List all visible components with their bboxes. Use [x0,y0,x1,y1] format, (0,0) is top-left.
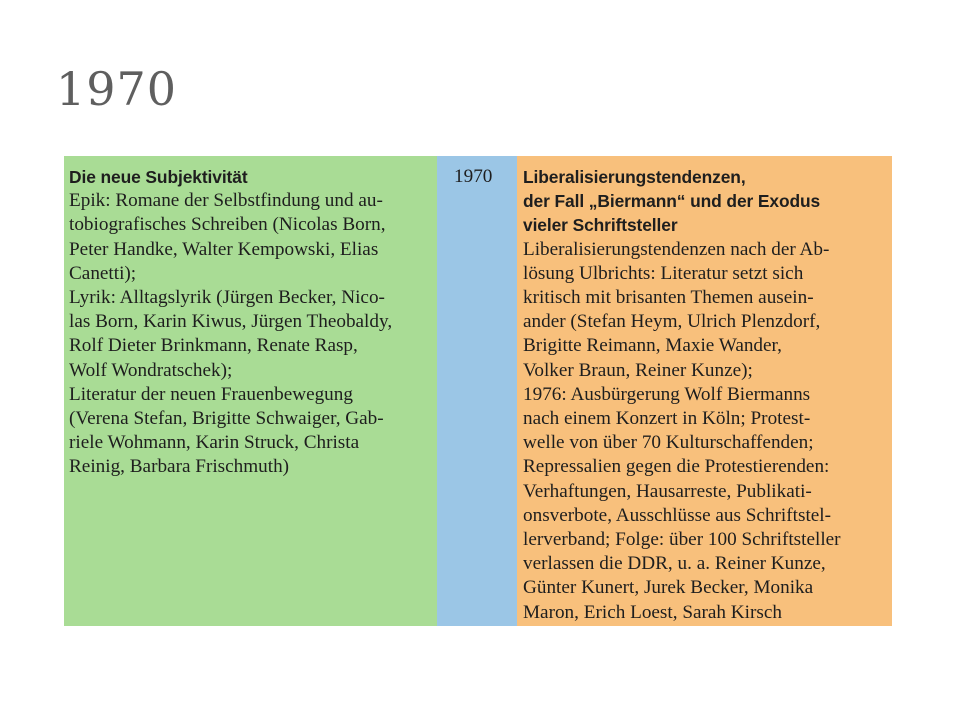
right-body-line: lösung Ulbrichts: Literatur setzt sich [523,262,804,284]
left-body-line: tobiografisches Schreiben (Nicolas Born, [69,214,386,236]
right-body-line: nach einem Konzert in Köln; Protest- [523,408,811,430]
middle-column-year [437,156,517,626]
right-body-line: kritisch mit brisanten Themen ausein- [523,287,814,309]
timeline-table [64,156,892,626]
year-label: 1970 [454,166,493,187]
right-body-line: welle von über 70 Kulturschaffenden; [523,432,814,454]
left-body-line: Lyrik: Alltagslyrik (Jürgen Becker, Nico- [69,287,385,309]
right-body-line: onsverbote, Ausschlüsse aus Schriftstel- [523,504,832,526]
right-body-line: Verhaftungen, Hausarreste, Publikati- [523,480,812,502]
left-body-line: Literatur der neuen Frauenbewegung [69,383,353,405]
right-body-line: Repressalien gegen die Protestierenden: [523,456,830,478]
right-body [523,238,886,625]
right-body-line: Günter Kunert, Jurek Becker, Monika [523,577,814,599]
right-heading-line: der Fall „Biermann“ und der Exodus [523,191,821,212]
right-body-line: lerverband; Folge: über 100 Schriftsteller [523,529,841,551]
left-body-line: Epik: Romane der Selbstfindung und au- [69,190,383,212]
right-column-liberalization [517,156,892,626]
left-column-subjectivity [64,156,437,626]
right-body-line: ander (Stefan Heym, Ulrich Plenzdorf, [523,311,821,333]
left-heading-line: Die neue Subjektivität [69,167,248,187]
left-body-line: Rolf Dieter Brinkmann, Renate Rasp, [69,335,358,357]
left-body [69,189,431,479]
left-body-line: Wolf Wondratschek); [69,359,233,381]
right-body-line: Volker Braun, Reiner Kunze); [523,359,753,381]
right-heading [523,165,886,238]
right-body-line: Brigitte Reimann, Maxie Wander, [523,335,782,357]
left-body-line: Peter Handke, Walter Kempowski, Elias [69,238,379,260]
left-body-line: las Born, Karin Kiwus, Jürgen Theobaldy, [69,311,393,333]
slide-title: 1970 [56,62,178,116]
left-body-line: Canetti); [69,262,137,284]
right-body-line: 1976: Ausbürgerung Wolf Biermanns [523,383,811,405]
left-heading [69,165,431,189]
right-heading-line: Liberalisierungstendenzen, [523,167,746,187]
left-body-line: (Verena Stefan, Brigitte Schwaiger, Gab- [69,408,384,430]
right-body-line: Maron, Erich Loest, Sarah Kirsch [523,601,782,623]
left-body-line: Reinig, Barbara Frischmuth) [69,456,290,478]
right-heading-line: vieler Schriftsteller [523,215,678,236]
left-body-line: riele Wohmann, Karin Struck, Christa [69,432,360,454]
right-body-line: verlassen die DDR, u. a. Reiner Kunze, [523,553,826,575]
right-body-line: Liberalisierungstendenzen nach der Ab- [523,238,830,260]
